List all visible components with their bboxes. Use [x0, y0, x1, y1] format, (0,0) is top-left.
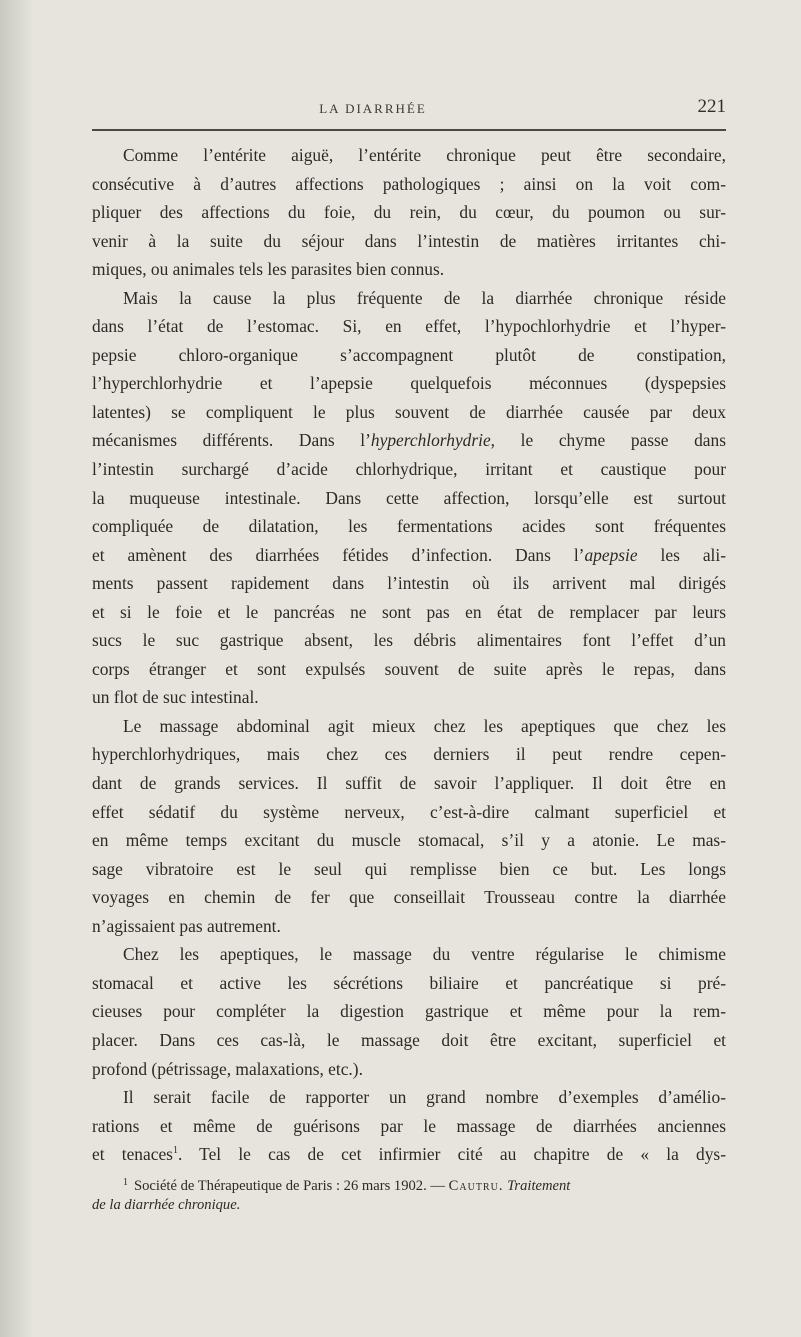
text-run: mécanismes différents. Dans l’	[92, 430, 371, 451]
text-line: Mais la cause la plus fréquente de la diarrhée chronique réside	[123, 287, 726, 308]
text-line	[92, 541, 726, 570]
text-line: compliquée de dilatation, les fermentations acides sont fréquentes	[92, 516, 726, 537]
text-line: consécutive à d’autres affections pathologiques ; ainsi on la voit com-	[92, 173, 726, 194]
footnote	[92, 1171, 726, 1217]
text-line: hyperchlorhydriques, mais chez ces derniers il peut rendre cepen-	[92, 744, 726, 765]
text-line: rations et même de guérisons par le massage de diarrhées anciennes	[92, 1115, 726, 1136]
text-line: n’agissaient pas autrement.	[92, 915, 281, 936]
header-rule	[92, 129, 726, 131]
text-line: dans l’état de l’estomac. Si, en effet, l’hypochlorhydrie et l’hyper-	[92, 316, 726, 337]
text-run: et tenaces	[92, 1144, 173, 1165]
footnote-line	[92, 1171, 726, 1194]
text-line	[92, 1140, 726, 1169]
footnote-line	[92, 1194, 726, 1217]
footnote-ref: 1	[172, 1145, 178, 1157]
text-line: cieuses pour compléter la digestion gastrique et même pour la rem-	[92, 1001, 726, 1022]
text-line: Le massage abdominal agit mieux chez les apeptiques que chez les	[123, 715, 726, 736]
page-number: 221	[697, 96, 726, 117]
footnote-marker: 1	[123, 1177, 128, 1188]
footnote-author: Cautru.	[448, 1178, 504, 1194]
text-line: l’hyperchlorhydrie et l’apepsie quelquefois méconnues (dyspepsies	[92, 373, 726, 394]
text-line: la muqueuse intestinale. Dans cette affection, lorsqu’elle est surtout	[92, 487, 726, 508]
text-line: Il serait facile de rapporter un grand nombre d’exemples d’amélio-	[123, 1087, 726, 1108]
text-line: Chez les apeptiques, le massage du ventre régularise le chimisme	[123, 944, 726, 965]
text-line	[92, 426, 726, 455]
text-run: le chyme passe dans	[495, 430, 726, 451]
text-line: effet sédatif du système nerveux, c’est-à-dire calmant superficiel et	[92, 801, 726, 822]
text-line: pliquer des affections du foie, du rein, du cœur, du poumon ou sur-	[92, 202, 726, 223]
text-run: . Tel le cas de cet infirmier cité au chapitre de « la dys-	[177, 1144, 726, 1165]
footnote-title: Traitement	[507, 1178, 571, 1194]
text-line: placer. Dans ces cas-là, le massage doit être excitant, superficiel et	[92, 1029, 726, 1050]
running-title: LA DIARRHÉE	[319, 101, 427, 116]
italic-term: hyperchlorhydrie,	[370, 430, 496, 451]
text-line: corps étranger et sont expulsés souvent de suite après le repas, dans	[92, 658, 726, 679]
running-head	[78, 96, 726, 126]
text-line: et si le foie et le pancréas ne sont pas en état de remplacer par leurs	[92, 601, 726, 622]
text-line: un flot de suc intestinal.	[92, 687, 259, 708]
text-line: stomacal et active les sécrétions biliaire et pancréatique si pré-	[92, 972, 726, 993]
text-line: venir à la suite du séjour dans l’intestin de matières irritantes chi-	[92, 230, 726, 251]
text-run: et amènent des diarrhées fétides d’infection. Dans l’	[92, 544, 585, 565]
footnote-text: Société de Thérapeutique de Paris : 26 mars 1902. —	[134, 1178, 449, 1194]
text-line: voyages en chemin de fer que conseillait Trousseau contre la diarrhée	[92, 887, 726, 908]
text-line: Comme l’entérite aiguë, l’entérite chronique peut être secondaire,	[123, 145, 726, 165]
text-line: l’intestin surchargé d’acide chlorhydrique, irritant et caustique pour	[92, 459, 726, 480]
text-line: profond (pétrissage, malaxations, etc.).	[92, 1058, 363, 1079]
text-line: ments passent rapidement dans l’intestin où ils arrivent mal dirigés	[92, 573, 726, 594]
text-line: sucs le suc gastrique absent, les débris alimentaires font l’effet d’un	[92, 630, 726, 651]
text-line: miques, ou animales tels les parasites bien connus.	[92, 259, 445, 280]
text-line: sage vibratoire est le seul qui remplisse bien ce but. Les longs	[92, 858, 726, 879]
text-run: les ali-	[637, 544, 726, 565]
text-line: latentes) se compliquent le plus souvent de diarrhée causée par deux	[92, 401, 726, 422]
text-line: en même temps excitant du muscle stomacal, s’il y a atonie. Le mas-	[92, 830, 726, 851]
body-text	[92, 141, 726, 1169]
text-line: pepsie chloro-organique s’accompagnent plutôt de constipation,	[92, 344, 726, 365]
footnote-title: de la diarrhée chronique.	[92, 1197, 241, 1213]
italic-term: apepsie	[584, 544, 638, 565]
text-line: dant de grands services. Il suffit de savoir l’appliquer. Il doit être en	[92, 773, 726, 794]
